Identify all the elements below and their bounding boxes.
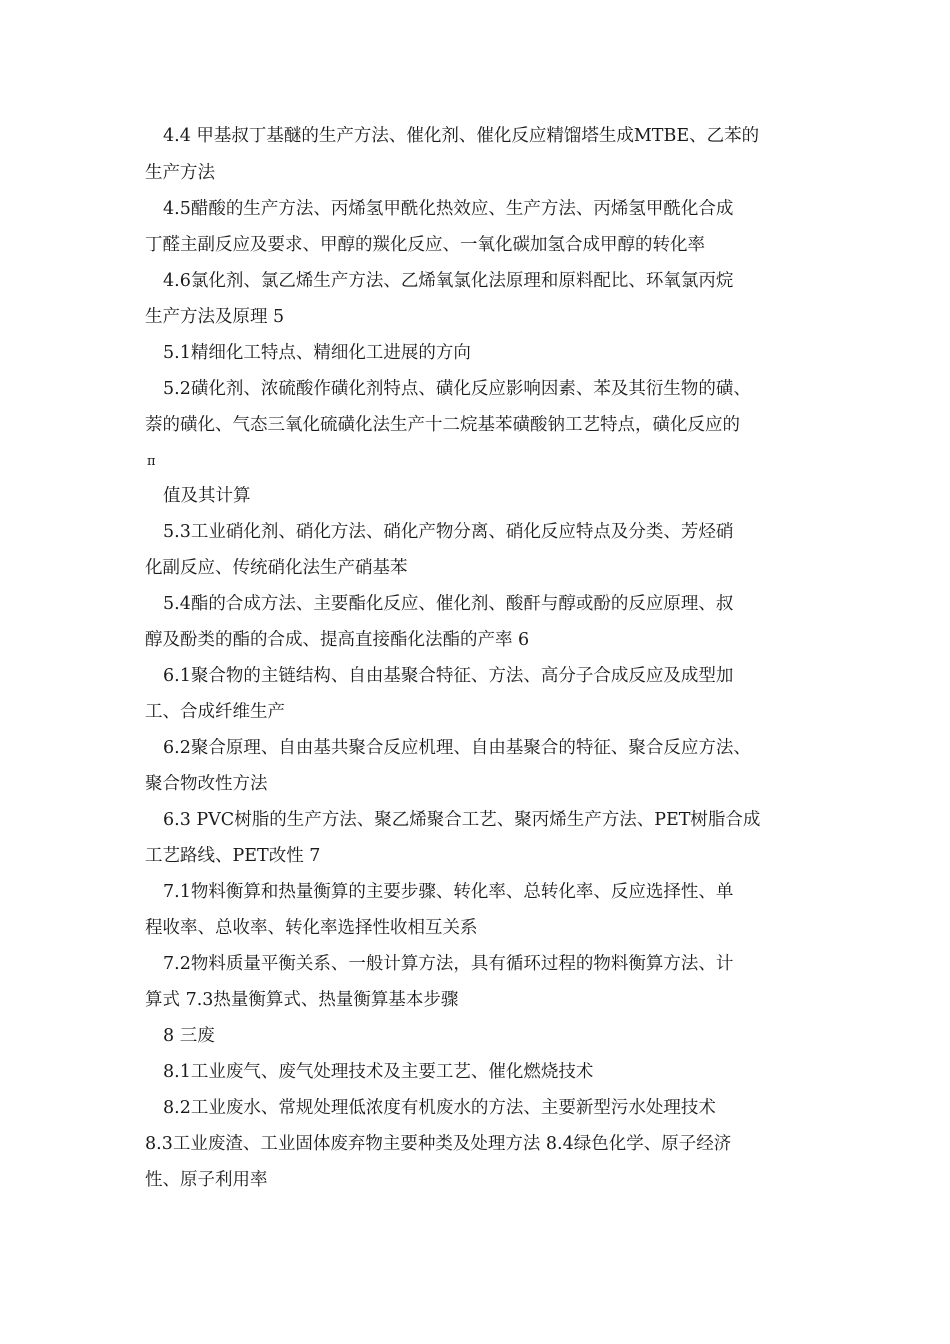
text-line: 4.6氯化剂、氯乙烯生产方法、乙烯氧氯化法原理和原料配比、环氧氯丙烷 bbox=[163, 271, 734, 291]
text-line: 8.2工业废水、常规处理低浓度有机废水的方法、主要新型污水处理技术 bbox=[163, 1098, 716, 1118]
text-line: 工艺路线、PET改性 7 bbox=[145, 846, 321, 866]
text-line: 6.2聚合原理、自由基共聚合反应机理、自由基聚合的特征、聚合反应方法、 bbox=[163, 738, 751, 758]
text-line: 4.5醋酸的生产方法、丙烯氢甲酰化热效应、生产方法、丙烯氢甲酰化合成 bbox=[163, 199, 734, 219]
text-line: 6.3 PVC树脂的生产方法、聚乙烯聚合工艺、聚丙烯生产方法、PET树脂合成 bbox=[163, 810, 761, 830]
text-line: 4.4 甲基叔丁基醚的生产方法、催化剂、催化反应精馏塔生成MTBE、乙苯的 bbox=[163, 126, 760, 146]
text-line: 值及其计算 bbox=[163, 486, 251, 506]
text-line: 生产方法及原理 5 bbox=[145, 307, 285, 327]
text-line: 7.1物料衡算和热量衡算的主要步骤、转化率、总转化率、反应选择性、单 bbox=[163, 882, 734, 902]
text-line: 化副反应、传统硝化法生产硝基苯 bbox=[145, 558, 408, 578]
pi-symbol: π bbox=[147, 454, 156, 469]
text-line: 性、原子利用率 bbox=[145, 1170, 268, 1190]
text-line: 6.1聚合物的主链结构、自由基聚合特征、方法、高分子合成反应及成型加 bbox=[163, 666, 734, 686]
text-line: 5.2磺化剂、浓硫酸作磺化剂特点、磺化反应影响因素、苯及其衍生物的磺、 bbox=[163, 379, 751, 399]
text-line: 萘的磺化、气态三氧化硫磺化法生产十二烷基苯磺酸钠工艺特点，磺化反应的 bbox=[145, 415, 740, 435]
text-line: 5.4酯的合成方法、主要酯化反应、催化剂、酸酐与醇或酚的反应原理、叔 bbox=[163, 594, 734, 614]
text-line: 5.1精细化工特点、精细化工进展的方向 bbox=[163, 343, 471, 363]
text-line: 程收率、总收率、转化率选择性收相互关系 bbox=[145, 918, 478, 938]
text-line: 工、合成纤维生产 bbox=[145, 702, 285, 722]
text-line: 醇及酚类的酯的合成、提高直接酯化法酯的产率 6 bbox=[145, 630, 530, 650]
text-line: 8.3工业废渣、工业固体废弃物主要种类及处理方法 8.4绿色化学、原子经济 bbox=[145, 1134, 732, 1154]
text-line: 生产方法 bbox=[145, 163, 215, 183]
text-line: 5.3工业硝化剂、硝化方法、硝化产物分离、硝化反应特点及分类、芳烃硝 bbox=[163, 522, 734, 542]
text-line: 8.1工业废气、废气处理技术及主要工艺、催化燃烧技术 bbox=[163, 1062, 594, 1082]
text-line: 算式 7.3热量衡算式、热量衡算基本步骤 bbox=[145, 990, 459, 1010]
text-line: 8 三废 bbox=[163, 1026, 215, 1046]
text-line: 聚合物改性方法 bbox=[145, 774, 268, 794]
text-line: 丁醛主副反应及要求、甲醇的羰化反应、一氧化碳加氢合成甲醇的转化率 bbox=[145, 235, 705, 255]
text-line: 7.2物料质量平衡关系、一般计算方法，具有循环过程的物料衡算方法、计 bbox=[163, 954, 734, 974]
